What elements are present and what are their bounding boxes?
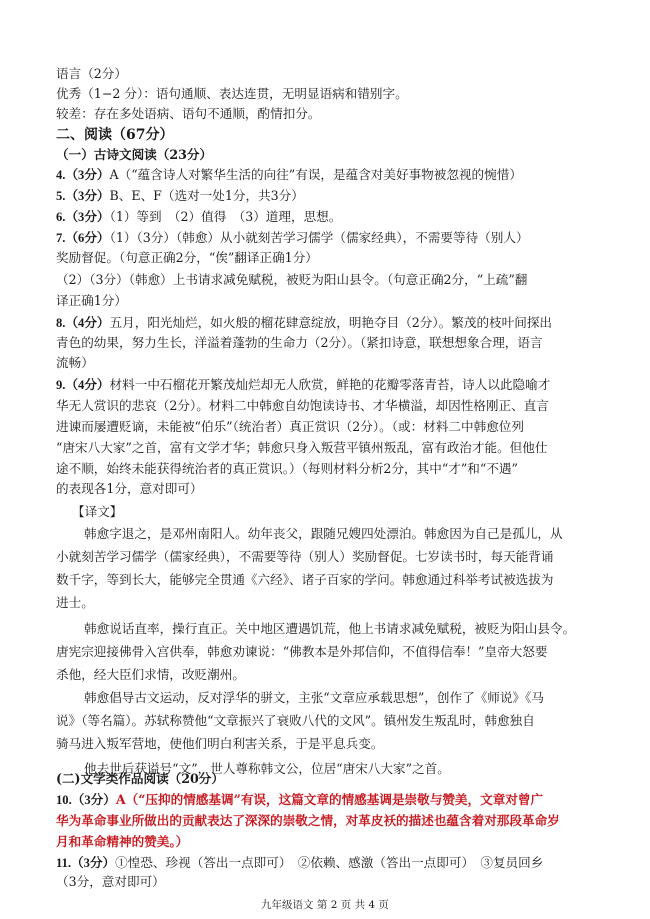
- subsection-literary-heading: (二)文学类作品阅读（20分）: [56, 771, 224, 786]
- translation-p1-line-4: 进士。: [56, 595, 94, 610]
- answer-9-line-4: “唐宋八大家”之首，富有文学才华；韩愈只身入叛营平镇州叛乱，富有政治才能。但他仕: [56, 440, 548, 455]
- translation-p3-line-3: 骑马进入叛军营地，使他们明白利害关系，于是平息兵变。: [56, 736, 384, 751]
- grading-excellent: 优秀（1−2 分）：语句通顺、表达连贯，无明显语病和错别字。: [56, 86, 408, 101]
- translation-label: 【译文】: [72, 504, 123, 519]
- translation-p1-line-3: 数千字，等到长大，能够完全贯通《六经》、诸子百家的学问。韩愈通过科举考试被选拔为: [56, 572, 554, 587]
- answer-5: 5.（3分）B、E、F（选对一处1分，共3分）: [56, 188, 304, 203]
- answer-7-line-2: 奖励督促。（句意正确2分，“俟”翻译正确1分）: [56, 250, 318, 265]
- answer-7-line-3: （2）（3分）（韩愈）上书请求减免赋税，被贬为阳山县令。（句意正确2分，“上疏”翻: [56, 272, 528, 287]
- translation-p3-line-2: 说》（等名篇）。苏轼称赞他“文章振兴了衰败八代的文风”。镇州发生叛乱时，韩愈独自: [56, 713, 535, 728]
- translation-p3-line-1: 韩愈倡导古文运动，反对浮华的骈文，主张“文章应承载思想”，创作了《师说》《马: [84, 690, 544, 705]
- page-footer: 九年级语文 第 2 页 共 4 页: [261, 899, 389, 911]
- answer-9-line-3: 进谏而屡遭贬谪，未能被“伯乐”（统治者）真正赏识（2分）。（或：材料二中韩愈位列: [56, 419, 524, 434]
- answer-9-line-5: 途不顺，始终未能获得统治者的真正赏识。）（每则材料分析2分，其中“才”和“不遇”: [56, 461, 518, 476]
- answer-7-line-1: 7.（6分）（1）（3分）（韩愈）从小就刻苦学习儒学（儒家经典），不需要等待（别人）: [56, 230, 529, 245]
- answer-8-line-1: 8.（4分）五月，阳光灿烂，如火般的榴花肆意绽放，明艳夺目（2分）。繁茂的枝叶间探出: [56, 315, 553, 330]
- answer-9-line-6: 的表现各1分，意对即可）: [56, 481, 203, 496]
- answer-4: 4.（3分）A（“蕴含诗人对繁华生活的向往”有误，是蕴含对美好事物被忽视的惋惜）: [56, 167, 522, 182]
- answer-10-line-1: 10.（3分）A（“压抑的情感基调”有误，这篇文章的情感基调是崇敬与赞美，文章对曾广: [56, 792, 544, 807]
- answer-10-line-2: 华为革命事业所做出的贡献表达了深深的崇敬之情，对革皮袄的描述也蕴含着对那段革命岁: [56, 813, 560, 828]
- answer-11-line-1: 11.（3分）①惶恐、珍视（答出一点即可） ②依赖、感激（答出一点即可） ③复员回乡: [56, 855, 544, 870]
- translation-p2-line-2: 唐宪宗迎接佛骨入宫供奉，韩愈劝谏说：“佛教本是外邦信仰，不值得信奉！”皇帝大怒要: [56, 644, 548, 659]
- answer-9-line-1: 9.（4分）材料一中石榴花开繁茂灿烂却无人欣赏，鲜艳的花瓣零落青苔，诗人以此隐喻才: [56, 377, 551, 392]
- translation-p1-line-2: 小就刻苦学习儒学（儒家经典），不需要等待（别人）奖励督促。七岁读书时，每天能背诵: [56, 549, 554, 564]
- section-reading-heading: 二、阅读（67分）: [56, 127, 174, 143]
- translation-p2-line-3: 杀他，经大臣们求情，改贬潮州。: [56, 667, 245, 682]
- translation-p2-line-1: 韩愈说话直率，操行直正。关中地区遭遇饥荒，他上书请求减免赋税，被贬为阳山县令。: [84, 621, 576, 636]
- answer-7-line-4: 译正确1分）: [56, 293, 127, 308]
- answer-8-line-3: 流畅）: [56, 355, 94, 370]
- translation-p4-line-1: 他去世后获谥号“文”，世人尊称韩文公，位居“唐宋八大家”之首。: [84, 761, 450, 776]
- answer-11-line-2: （3分，意对即可）: [56, 874, 165, 889]
- grading-language-heading: 语言（2分）: [56, 66, 127, 81]
- answer-9-line-2: 华无人赏识的悲哀（2分）。材料二中韩愈自幼饱读诗书、才华横溢，却因性格刚正、直言: [56, 398, 549, 413]
- answer-8-line-2: 青色的幼果，努力生长，洋溢着蓬勃的生命力（2分）。（紧扣诗意，联想想象合理，语言: [56, 335, 543, 350]
- grading-poor: 较差：存在多处语病、语句不通顺，酌情扣分。: [56, 106, 321, 121]
- translation-p1-line-1: 韩愈字退之，是邓州南阳人。幼年丧父，跟随兄嫂四处漂泊。韩愈因为自己是孤儿，从: [84, 526, 563, 541]
- subsection-classical-heading: （一）古诗文阅读（23分）: [56, 147, 213, 162]
- answer-10-line-3: 月和革命精神的赞美。）: [56, 834, 189, 849]
- answer-6: 6.（3分）（1）等到 （2）值得 （3）道理，思想。: [56, 209, 342, 224]
